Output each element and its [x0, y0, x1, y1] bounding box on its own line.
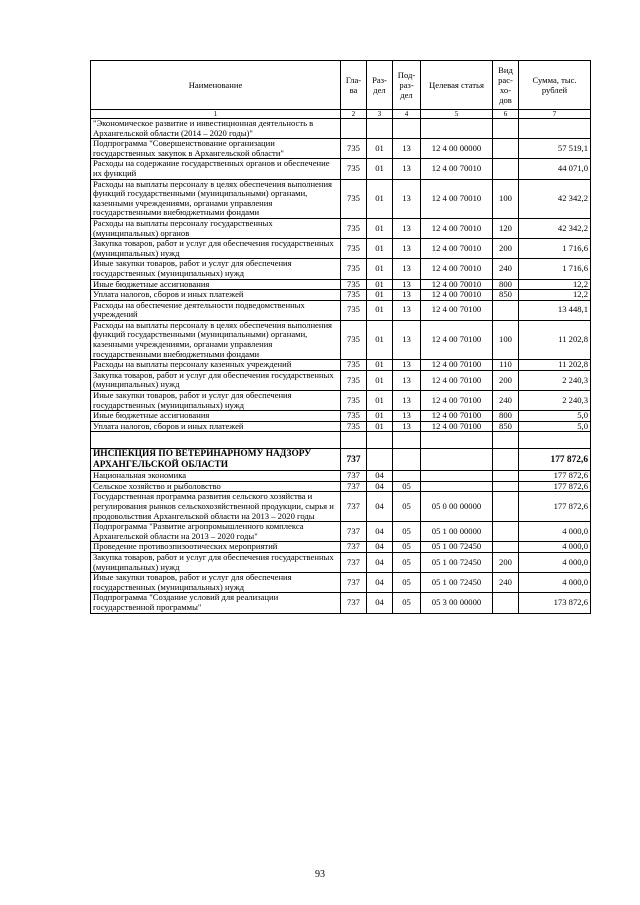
table-row — [91, 391, 591, 411]
column-number: 3 — [367, 110, 393, 119]
cell-podrazdel: 13 — [393, 391, 421, 411]
cell-target: 05 3 00 00000 — [421, 593, 493, 613]
cell-sum: 173 872,6 — [519, 593, 591, 613]
cell-glava: 737 — [341, 573, 367, 593]
table-row — [91, 159, 591, 179]
cell-target: 12 4 00 70010 — [421, 279, 493, 290]
cell-target: 12 4 00 70100 — [421, 300, 493, 320]
cell-razdel — [367, 432, 393, 449]
cell-target: 12 4 00 70100 — [421, 360, 493, 371]
cell-sum: 4 000,0 — [519, 552, 591, 572]
cell-glava: 735 — [341, 179, 367, 218]
cell-razdel — [367, 119, 393, 139]
cell-vid: 850 — [493, 421, 519, 432]
cell-vid: 240 — [493, 391, 519, 411]
cell-name: Иные бюджетные ассигнования — [91, 279, 341, 290]
table-row — [91, 290, 591, 301]
cell-vid — [493, 522, 519, 542]
cell-razdel: 01 — [367, 300, 393, 320]
header-name: Наименование — [91, 61, 341, 110]
cell-name: Подпрограмма "Создание условий для реализации государственной программы" — [91, 593, 341, 613]
cell-target — [421, 471, 493, 482]
table-row — [91, 259, 591, 279]
cell-glava: 735 — [341, 279, 367, 290]
cell-name: Расходы на обеспечение деятельности подведомственных учреждений — [91, 300, 341, 320]
cell-podrazdel: 13 — [393, 421, 421, 432]
table-row — [91, 360, 591, 371]
header-razdel: Раз-дел — [367, 61, 393, 110]
cell-podrazdel: 13 — [393, 139, 421, 159]
cell-glava: 735 — [341, 421, 367, 432]
cell-razdel: 01 — [367, 411, 393, 422]
cell-glava: 737 — [341, 449, 367, 471]
cell-target — [421, 432, 493, 449]
cell-target — [421, 449, 493, 471]
cell-podrazdel — [393, 432, 421, 449]
cell-vid — [493, 471, 519, 482]
cell-name: Государственная программа развития сельского хозяйства и регулирования рынков сельскохозяйственной продукции, сырья и продовольствия Архангельской области на 2013 – 2020 годы — [91, 492, 341, 522]
cell-sum: 42 342,2 — [519, 179, 591, 218]
cell-razdel: 01 — [367, 139, 393, 159]
cell-razdel: 04 — [367, 522, 393, 542]
cell-name: "Экономическое развитие и инвестиционная деятельность в Архангельской области (2014 – 2020 годы)" — [91, 119, 341, 139]
cell-razdel: 01 — [367, 218, 393, 238]
cell-vid — [493, 481, 519, 492]
cell-glava: 735 — [341, 370, 367, 390]
cell-glava: 735 — [341, 360, 367, 371]
cell-vid — [493, 542, 519, 553]
table-row — [91, 471, 591, 482]
cell-razdel: 01 — [367, 391, 393, 411]
cell-podrazdel — [393, 119, 421, 139]
cell-name: Расходы на выплаты персоналу в целях обеспечения выполнения функций государственными (муниципальными) органами, казенными учреждениями, органами управления государственными внебюджетными фондами — [91, 320, 341, 359]
cell-razdel: 01 — [367, 159, 393, 179]
cell-sum: 5,0 — [519, 421, 591, 432]
cell-vid — [493, 432, 519, 449]
cell-podrazdel: 13 — [393, 360, 421, 371]
cell-sum: 42 342,2 — [519, 218, 591, 238]
column-number: 6 — [493, 110, 519, 119]
cell-podrazdel: 13 — [393, 370, 421, 390]
table-body — [91, 119, 591, 614]
cell-target: 12 4 00 70100 — [421, 411, 493, 422]
table-row — [91, 218, 591, 238]
cell-name: Закупка товаров, работ и услуг для обеспечения государственных (муниципальных) нужд — [91, 552, 341, 572]
cell-vid: 800 — [493, 411, 519, 422]
cell-glava: 735 — [341, 239, 367, 259]
cell-target: 12 4 00 70100 — [421, 421, 493, 432]
cell-razdel: 04 — [367, 492, 393, 522]
cell-sum: 1 716,6 — [519, 239, 591, 259]
cell-vid — [493, 492, 519, 522]
table-row — [91, 573, 591, 593]
cell-glava: 735 — [341, 411, 367, 422]
cell-name: Иные закупки товаров, работ и услуг для обеспечения государственных (муниципальных) нужд — [91, 573, 341, 593]
cell-sum: 11 202,8 — [519, 360, 591, 371]
cell-target: 05 1 00 00000 — [421, 522, 493, 542]
column-number: 2 — [341, 110, 367, 119]
cell-sum — [519, 119, 591, 139]
cell-sum: 13 448,1 — [519, 300, 591, 320]
cell-razdel: 01 — [367, 259, 393, 279]
cell-name: Расходы на выплаты персоналу казенных учреждений — [91, 360, 341, 371]
cell-vid — [493, 139, 519, 159]
cell-vid: 200 — [493, 552, 519, 572]
cell-glava — [341, 119, 367, 139]
cell-name: Подпрограмма "Развитие агропромышленного комплекса Архангельской области на 2013 – 2020 годы" — [91, 522, 341, 542]
table-row — [91, 421, 591, 432]
cell-razdel: 01 — [367, 360, 393, 371]
table-row — [91, 481, 591, 492]
cell-razdel: 01 — [367, 320, 393, 359]
column-number: 1 — [91, 110, 341, 119]
column-number: 4 — [393, 110, 421, 119]
cell-name: Закупка товаров, работ и услуг для обеспечения государственных (муниципальных) нужд — [91, 370, 341, 390]
cell-target — [421, 481, 493, 492]
cell-name: Национальная экономика — [91, 471, 341, 482]
cell-razdel: 04 — [367, 542, 393, 553]
cell-vid: 240 — [493, 259, 519, 279]
cell-target: 05 1 00 72450 — [421, 542, 493, 553]
header-podrazdel: Под-раз-дел — [393, 61, 421, 110]
cell-sum: 1 716,6 — [519, 259, 591, 279]
cell-glava: 737 — [341, 481, 367, 492]
cell-podrazdel: 13 — [393, 239, 421, 259]
cell-target: 12 4 00 70010 — [421, 239, 493, 259]
cell-podrazdel: 13 — [393, 411, 421, 422]
cell-podrazdel — [393, 449, 421, 471]
cell-razdel: 04 — [367, 481, 393, 492]
table-row — [91, 300, 591, 320]
cell-name: Уплата налогов, сборов и иных платежей — [91, 290, 341, 301]
cell-podrazdel: 05 — [393, 492, 421, 522]
cell-vid: 100 — [493, 320, 519, 359]
cell-glava: 735 — [341, 218, 367, 238]
cell-target: 12 4 00 70100 — [421, 320, 493, 359]
cell-sum: 4 000,0 — [519, 573, 591, 593]
column-number: 7 — [519, 110, 591, 119]
cell-vid — [493, 119, 519, 139]
table-row — [91, 542, 591, 553]
table-row — [91, 179, 591, 218]
cell-glava: 735 — [341, 159, 367, 179]
cell-sum: 177 872,6 — [519, 449, 591, 471]
table-row — [91, 432, 591, 449]
cell-razdel: 04 — [367, 573, 393, 593]
cell-podrazdel: 05 — [393, 593, 421, 613]
table-row — [91, 411, 591, 422]
column-number-row — [91, 110, 591, 119]
cell-vid: 200 — [493, 239, 519, 259]
cell-sum: 11 202,8 — [519, 320, 591, 359]
cell-razdel: 01 — [367, 290, 393, 301]
cell-name: Подпрограмма "Совершенствование организации государственных закупок в Архангельской области" — [91, 139, 341, 159]
cell-sum: 12,2 — [519, 290, 591, 301]
cell-vid: 850 — [493, 290, 519, 301]
cell-name: Расходы на содержание государственных органов и обеспечение их функций — [91, 159, 341, 179]
cell-vid: 800 — [493, 279, 519, 290]
cell-vid: 110 — [493, 360, 519, 371]
cell-vid — [493, 159, 519, 179]
cell-razdel: 01 — [367, 421, 393, 432]
cell-sum: 177 872,6 — [519, 481, 591, 492]
cell-glava: 737 — [341, 552, 367, 572]
cell-razdel: 04 — [367, 471, 393, 482]
cell-glava: 735 — [341, 391, 367, 411]
cell-name: Проведение противоэпизоотических мероприятий — [91, 542, 341, 553]
cell-podrazdel: 13 — [393, 300, 421, 320]
cell-target: 05 1 00 72450 — [421, 573, 493, 593]
cell-podrazdel: 13 — [393, 279, 421, 290]
budget-table — [90, 60, 591, 614]
cell-target: 12 4 00 70100 — [421, 391, 493, 411]
cell-sum: 57 519,1 — [519, 139, 591, 159]
table-row — [91, 593, 591, 613]
cell-podrazdel: 05 — [393, 552, 421, 572]
cell-podrazdel: 13 — [393, 218, 421, 238]
cell-podrazdel: 13 — [393, 179, 421, 218]
cell-sum: 4 000,0 — [519, 522, 591, 542]
table-row — [91, 522, 591, 542]
cell-vid — [493, 593, 519, 613]
cell-razdel: 01 — [367, 179, 393, 218]
table-row — [91, 552, 591, 572]
cell-name: Расходы на выплаты персоналу государственных (муниципальных) органов — [91, 218, 341, 238]
header-row — [91, 61, 591, 110]
cell-razdel: 04 — [367, 552, 393, 572]
table-row — [91, 449, 591, 471]
cell-razdel: 01 — [367, 370, 393, 390]
cell-razdel — [367, 449, 393, 471]
cell-sum — [519, 432, 591, 449]
cell-podrazdel: 05 — [393, 542, 421, 553]
cell-vid: 200 — [493, 370, 519, 390]
table-row — [91, 239, 591, 259]
page-number: 93 — [315, 869, 325, 880]
cell-sum: 44 071,0 — [519, 159, 591, 179]
cell-name: Уплата налогов, сборов и иных платежей — [91, 421, 341, 432]
header-target: Целевая статья — [421, 61, 493, 110]
cell-vid: 100 — [493, 179, 519, 218]
cell-target: 12 4 00 70010 — [421, 290, 493, 301]
cell-glava — [341, 432, 367, 449]
cell-sum: 177 872,6 — [519, 492, 591, 522]
table-row — [91, 119, 591, 139]
column-number: 5 — [421, 110, 493, 119]
cell-glava: 735 — [341, 290, 367, 301]
cell-glava: 735 — [341, 139, 367, 159]
cell-podrazdel: 05 — [393, 522, 421, 542]
cell-podrazdel: 05 — [393, 481, 421, 492]
cell-sum: 2 240,3 — [519, 370, 591, 390]
cell-target — [421, 119, 493, 139]
cell-glava: 735 — [341, 300, 367, 320]
cell-target: 05 0 00 00000 — [421, 492, 493, 522]
cell-target: 12 4 00 70100 — [421, 370, 493, 390]
cell-name: Расходы на выплаты персоналу в целях обеспечения выполнения функций государственными (муниципальными) органами, казенными учреждениями, органами управления государственными внебюджетными фондами — [91, 179, 341, 218]
cell-sum: 2 240,3 — [519, 391, 591, 411]
cell-glava: 737 — [341, 522, 367, 542]
header-glava: Гла-ва — [341, 61, 367, 110]
cell-razdel: 01 — [367, 279, 393, 290]
cell-target: 12 4 00 70010 — [421, 218, 493, 238]
cell-name: ИНСПЕКЦИЯ ПО ВЕТЕРИНАРНОМУ НАДЗОРУ АРХАНГЕЛЬСКОЙ ОБЛАСТИ — [91, 449, 341, 471]
cell-podrazdel: 13 — [393, 290, 421, 301]
cell-vid — [493, 300, 519, 320]
table-row — [91, 320, 591, 359]
cell-glava: 737 — [341, 492, 367, 522]
cell-sum: 4 000,0 — [519, 542, 591, 553]
cell-podrazdel: 13 — [393, 320, 421, 359]
table-row — [91, 370, 591, 390]
cell-podrazdel: 05 — [393, 573, 421, 593]
cell-podrazdel — [393, 471, 421, 482]
cell-glava: 735 — [341, 259, 367, 279]
cell-podrazdel: 13 — [393, 159, 421, 179]
cell-glava: 735 — [341, 320, 367, 359]
cell-vid — [493, 449, 519, 471]
cell-razdel: 04 — [367, 593, 393, 613]
cell-glava: 737 — [341, 471, 367, 482]
cell-name — [91, 432, 341, 449]
cell-razdel: 01 — [367, 239, 393, 259]
cell-target: 05 1 00 72450 — [421, 552, 493, 572]
cell-target: 12 4 00 70010 — [421, 259, 493, 279]
cell-name: Сельское хозяйство и рыболовство — [91, 481, 341, 492]
cell-sum: 177 872,6 — [519, 471, 591, 482]
cell-name: Иные закупки товаров, работ и услуг для обеспечения государственных (муниципальных) нужд — [91, 391, 341, 411]
cell-glava: 737 — [341, 593, 367, 613]
cell-sum: 12,2 — [519, 279, 591, 290]
header-sum: Сумма, тыс. рублей — [519, 61, 591, 110]
cell-podrazdel: 13 — [393, 259, 421, 279]
cell-target: 12 4 00 70010 — [421, 159, 493, 179]
cell-vid: 120 — [493, 218, 519, 238]
cell-target: 12 4 00 70010 — [421, 179, 493, 218]
table-row — [91, 279, 591, 290]
table-row — [91, 492, 591, 522]
cell-vid: 240 — [493, 573, 519, 593]
header-vid: Вид рас-хо-дов — [493, 61, 519, 110]
cell-glava: 737 — [341, 542, 367, 553]
cell-name: Закупка товаров, работ и услуг для обеспечения государственных (муниципальных) нужд — [91, 239, 341, 259]
cell-name: Иные закупки товаров, работ и услуг для обеспечения государственных (муниципальных) нужд — [91, 259, 341, 279]
cell-name: Иные бюджетные ассигнования — [91, 411, 341, 422]
cell-target: 12 4 00 00000 — [421, 139, 493, 159]
cell-sum: 5,0 — [519, 411, 591, 422]
table-row — [91, 139, 591, 159]
